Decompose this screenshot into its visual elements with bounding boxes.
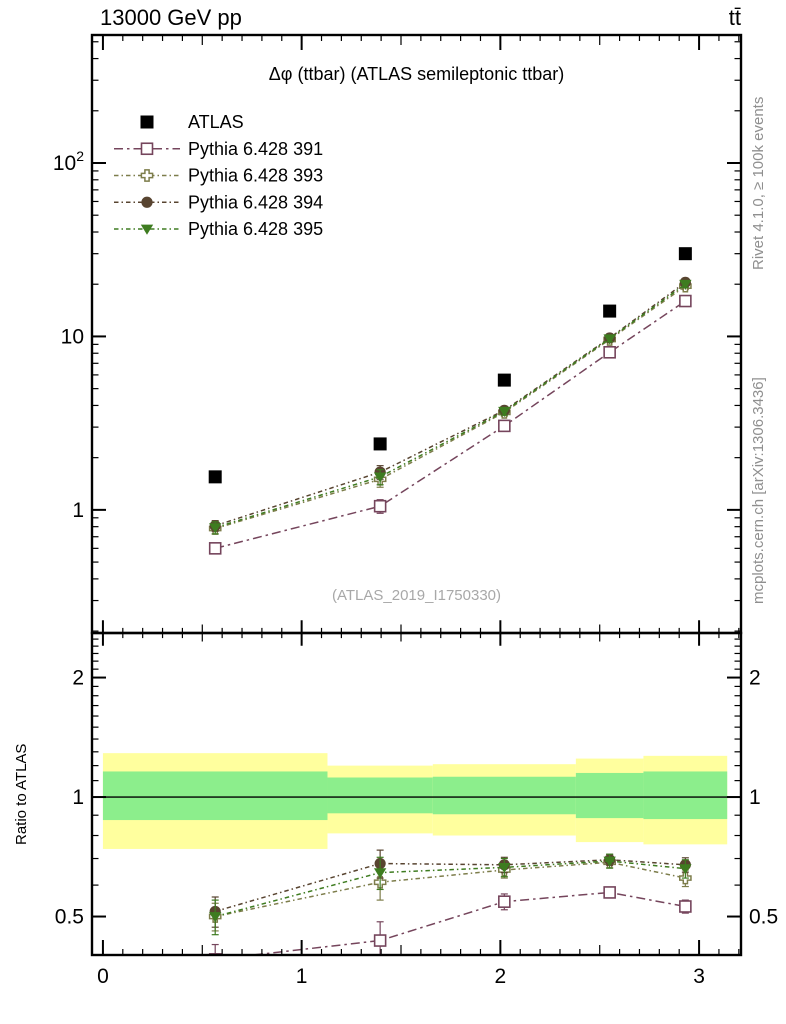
legend-label: Pythia 6.428 394: [188, 192, 324, 213]
svg-text:0: 0: [97, 965, 109, 988]
series-py395-main: [209, 280, 692, 534]
svg-text:2: 2: [749, 666, 761, 690]
uncertainty-bands: [103, 753, 727, 849]
series-py391-ratio: [210, 887, 691, 976]
legend-label: Pythia 6.428 391: [188, 138, 324, 159]
svg-text:102: $10^2$: [52, 147, 84, 175]
series-py391-main: [210, 296, 691, 554]
svg-text:2: 2: [494, 965, 507, 988]
legend-item-py394: [114, 192, 323, 212]
legend-label: ATLAS: [188, 112, 244, 132]
band-inner: [576, 773, 644, 818]
svg-text:1: 1: [72, 498, 84, 522]
band-inner: [643, 771, 727, 819]
svg-text:10: 10: [60, 325, 84, 349]
svg-text:3: 3: [693, 965, 705, 988]
process-label: tt̄: [728, 5, 741, 30]
legend-item-py391: [114, 139, 323, 159]
series-atlas-main: [209, 247, 692, 483]
legend: [114, 112, 323, 239]
legend-item-py393: [114, 166, 323, 186]
svg-text:1: 1: [72, 786, 84, 810]
analysis-watermark: (ATLAS_2019_I1750330): [331, 587, 501, 604]
legend-item-atlas: [141, 112, 244, 132]
svg-text:0.5: 0.5: [749, 905, 779, 929]
series-py394-main: [210, 277, 691, 532]
svg-text:1: 1: [295, 965, 308, 988]
band-inner: [103, 771, 328, 820]
svg-text:2: 2: [72, 666, 84, 690]
rivet-version-note: Rivet 4.1.0, ≥ 100k events: [750, 96, 767, 270]
svg-text:0.5: 0.5: [54, 905, 84, 929]
band-inner: [327, 778, 432, 814]
mcplots-note: mcplots.cern.ch [arXiv:1306.3436]: [750, 377, 767, 604]
legend-label: Pythia 6.428 395: [188, 219, 324, 239]
plot-title: Δφ (ttbar) (ATLAS semileptonic ttbar): [268, 64, 565, 84]
beam-energy-label: 13000 GeV pp: [100, 5, 242, 30]
band-inner: [433, 777, 576, 815]
axis-tick-labels: [53, 148, 778, 988]
svg-text:1: 1: [749, 786, 761, 810]
legend-label: Pythia 6.428 393: [188, 165, 324, 186]
legend-item-py395: [114, 219, 323, 239]
series-py393-main: [210, 281, 691, 535]
ratio-axis-label: Ratio to ATLAS: [13, 743, 30, 845]
